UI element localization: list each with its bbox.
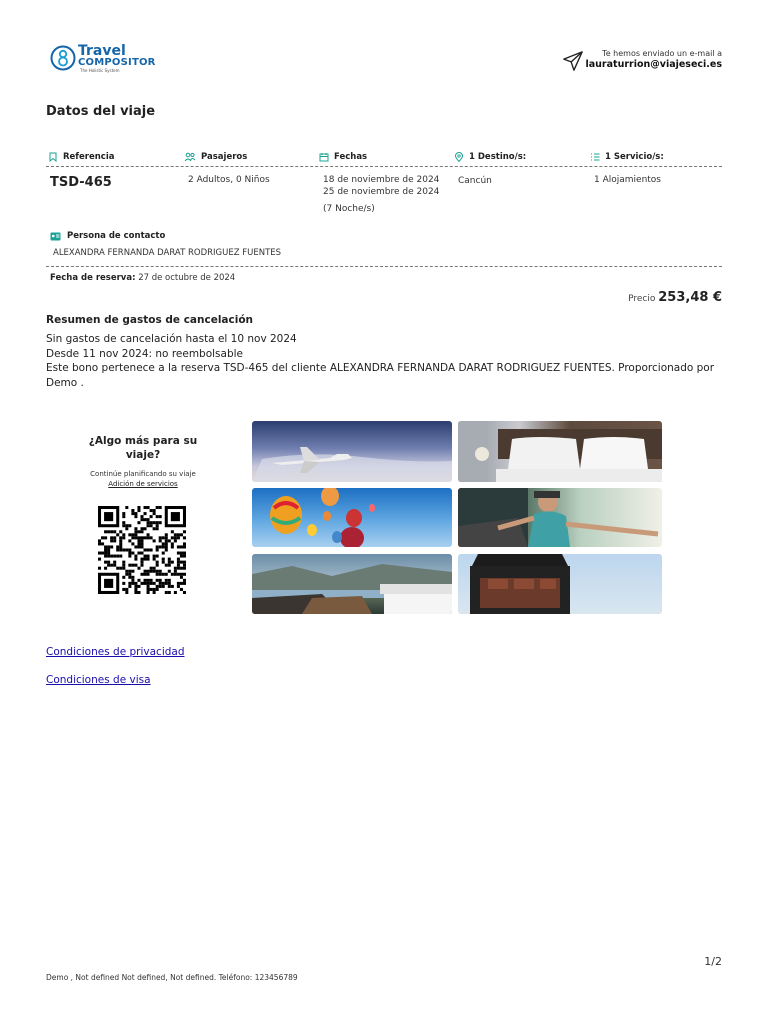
divider [46,166,722,167]
sent-email: lauraturrion@viajeseci.es [585,59,722,70]
reservation-label: Fecha de reserva: [50,273,136,283]
logo-icon [50,45,76,71]
email-sent-notice [586,48,723,70]
promo-title: ¿Algo más para su viaje? [88,435,198,461]
passengers-label: Pasajeros [201,152,248,162]
services-value: 1 Alojamientos [594,175,661,185]
reference-value: TSD-465 [50,175,112,190]
contact-label: Persona de contacto [67,231,166,241]
hot-air-balloons-photo[interactable] [252,488,452,547]
location-pin-icon [454,152,464,162]
reference-header [48,150,114,164]
hotel-bed-photo[interactable] [458,421,662,482]
passengers-value: 2 Adultos, 0 Niños [188,175,270,185]
paper-plane-icon [562,50,584,72]
page-number: 1/2 [704,955,722,968]
reference-label: Referencia [63,152,115,162]
car-rental-photo[interactable] [458,488,662,547]
page-title: Datos del viaje [46,104,156,119]
contact-header [50,231,165,241]
contact-value: ALEXANDRA FERNANDA DARAT RODRIGUEZ FUENTES [53,248,282,258]
add-services-link[interactable]: Adición de servicios [108,480,178,488]
dates-header [319,150,367,164]
cancellation-line: Desde 11 nov 2024: no reembolsable [46,347,244,360]
airplane-photo[interactable] [252,421,452,482]
travel-compositor-logo [50,44,160,74]
passengers-header [184,150,247,164]
price [628,290,722,305]
promo-text [84,469,202,489]
footer-text: Demo , Not defined Not defined, Not defined. Teléfono: 123456789 [46,973,298,982]
dates-label: Fechas [334,152,368,162]
destination-value: Cancún [458,176,492,186]
privacy-conditions-link[interactable]: Condiciones de privacidad [46,646,185,658]
id-card-icon [50,232,61,241]
nights: (7 Noche/s) [323,204,375,214]
logo-line1: Travel [78,43,126,59]
logo-line2: COMPOSITOR [78,57,156,68]
lake-view-bed-photo[interactable] [252,554,452,614]
cancellation-title: Resumen de gastos de cancelación [46,314,254,326]
cancellation-text [46,332,726,390]
date-end: 25 de noviembre de 2024 [323,187,440,197]
visa-conditions-link[interactable]: Condiciones de visa [46,674,151,686]
divider [46,266,722,267]
bookmark-icon [48,152,58,162]
cancellation-line: Sin gastos de cancelación hasta el 10 nov 2024 [46,333,297,345]
price-label: Precio [628,294,656,304]
price-amount: 253,48 € [658,290,722,305]
reservation-date [50,273,235,283]
services-label: 1 Servicio/s: [605,152,664,162]
reservation-value: 27 de octubre de 2024 [138,273,236,283]
users-icon [184,152,196,162]
list-icon [590,152,600,162]
cancellation-line: Este bono pertenece a la reserva TSD-465 del cliente ALEXANDRA FERNANDA DARAT RODRIGUEZ FUENTES. Proporcionado por Demo . [46,362,715,389]
destinations-label: 1 Destino/s: [469,152,527,162]
services-header [590,150,664,164]
calendar-icon [319,152,329,162]
destinations-header [454,150,526,164]
logo-tagline: The Holistic System [80,68,120,73]
car-trunk-photo[interactable] [458,554,662,614]
date-start: 18 de noviembre de 2024 [323,175,440,185]
qr-code[interactable] [98,506,190,594]
sent-text: Te hemos enviado un e-mail a [602,49,722,58]
promo-text-body: Continúe planificando su viaje [90,470,196,478]
